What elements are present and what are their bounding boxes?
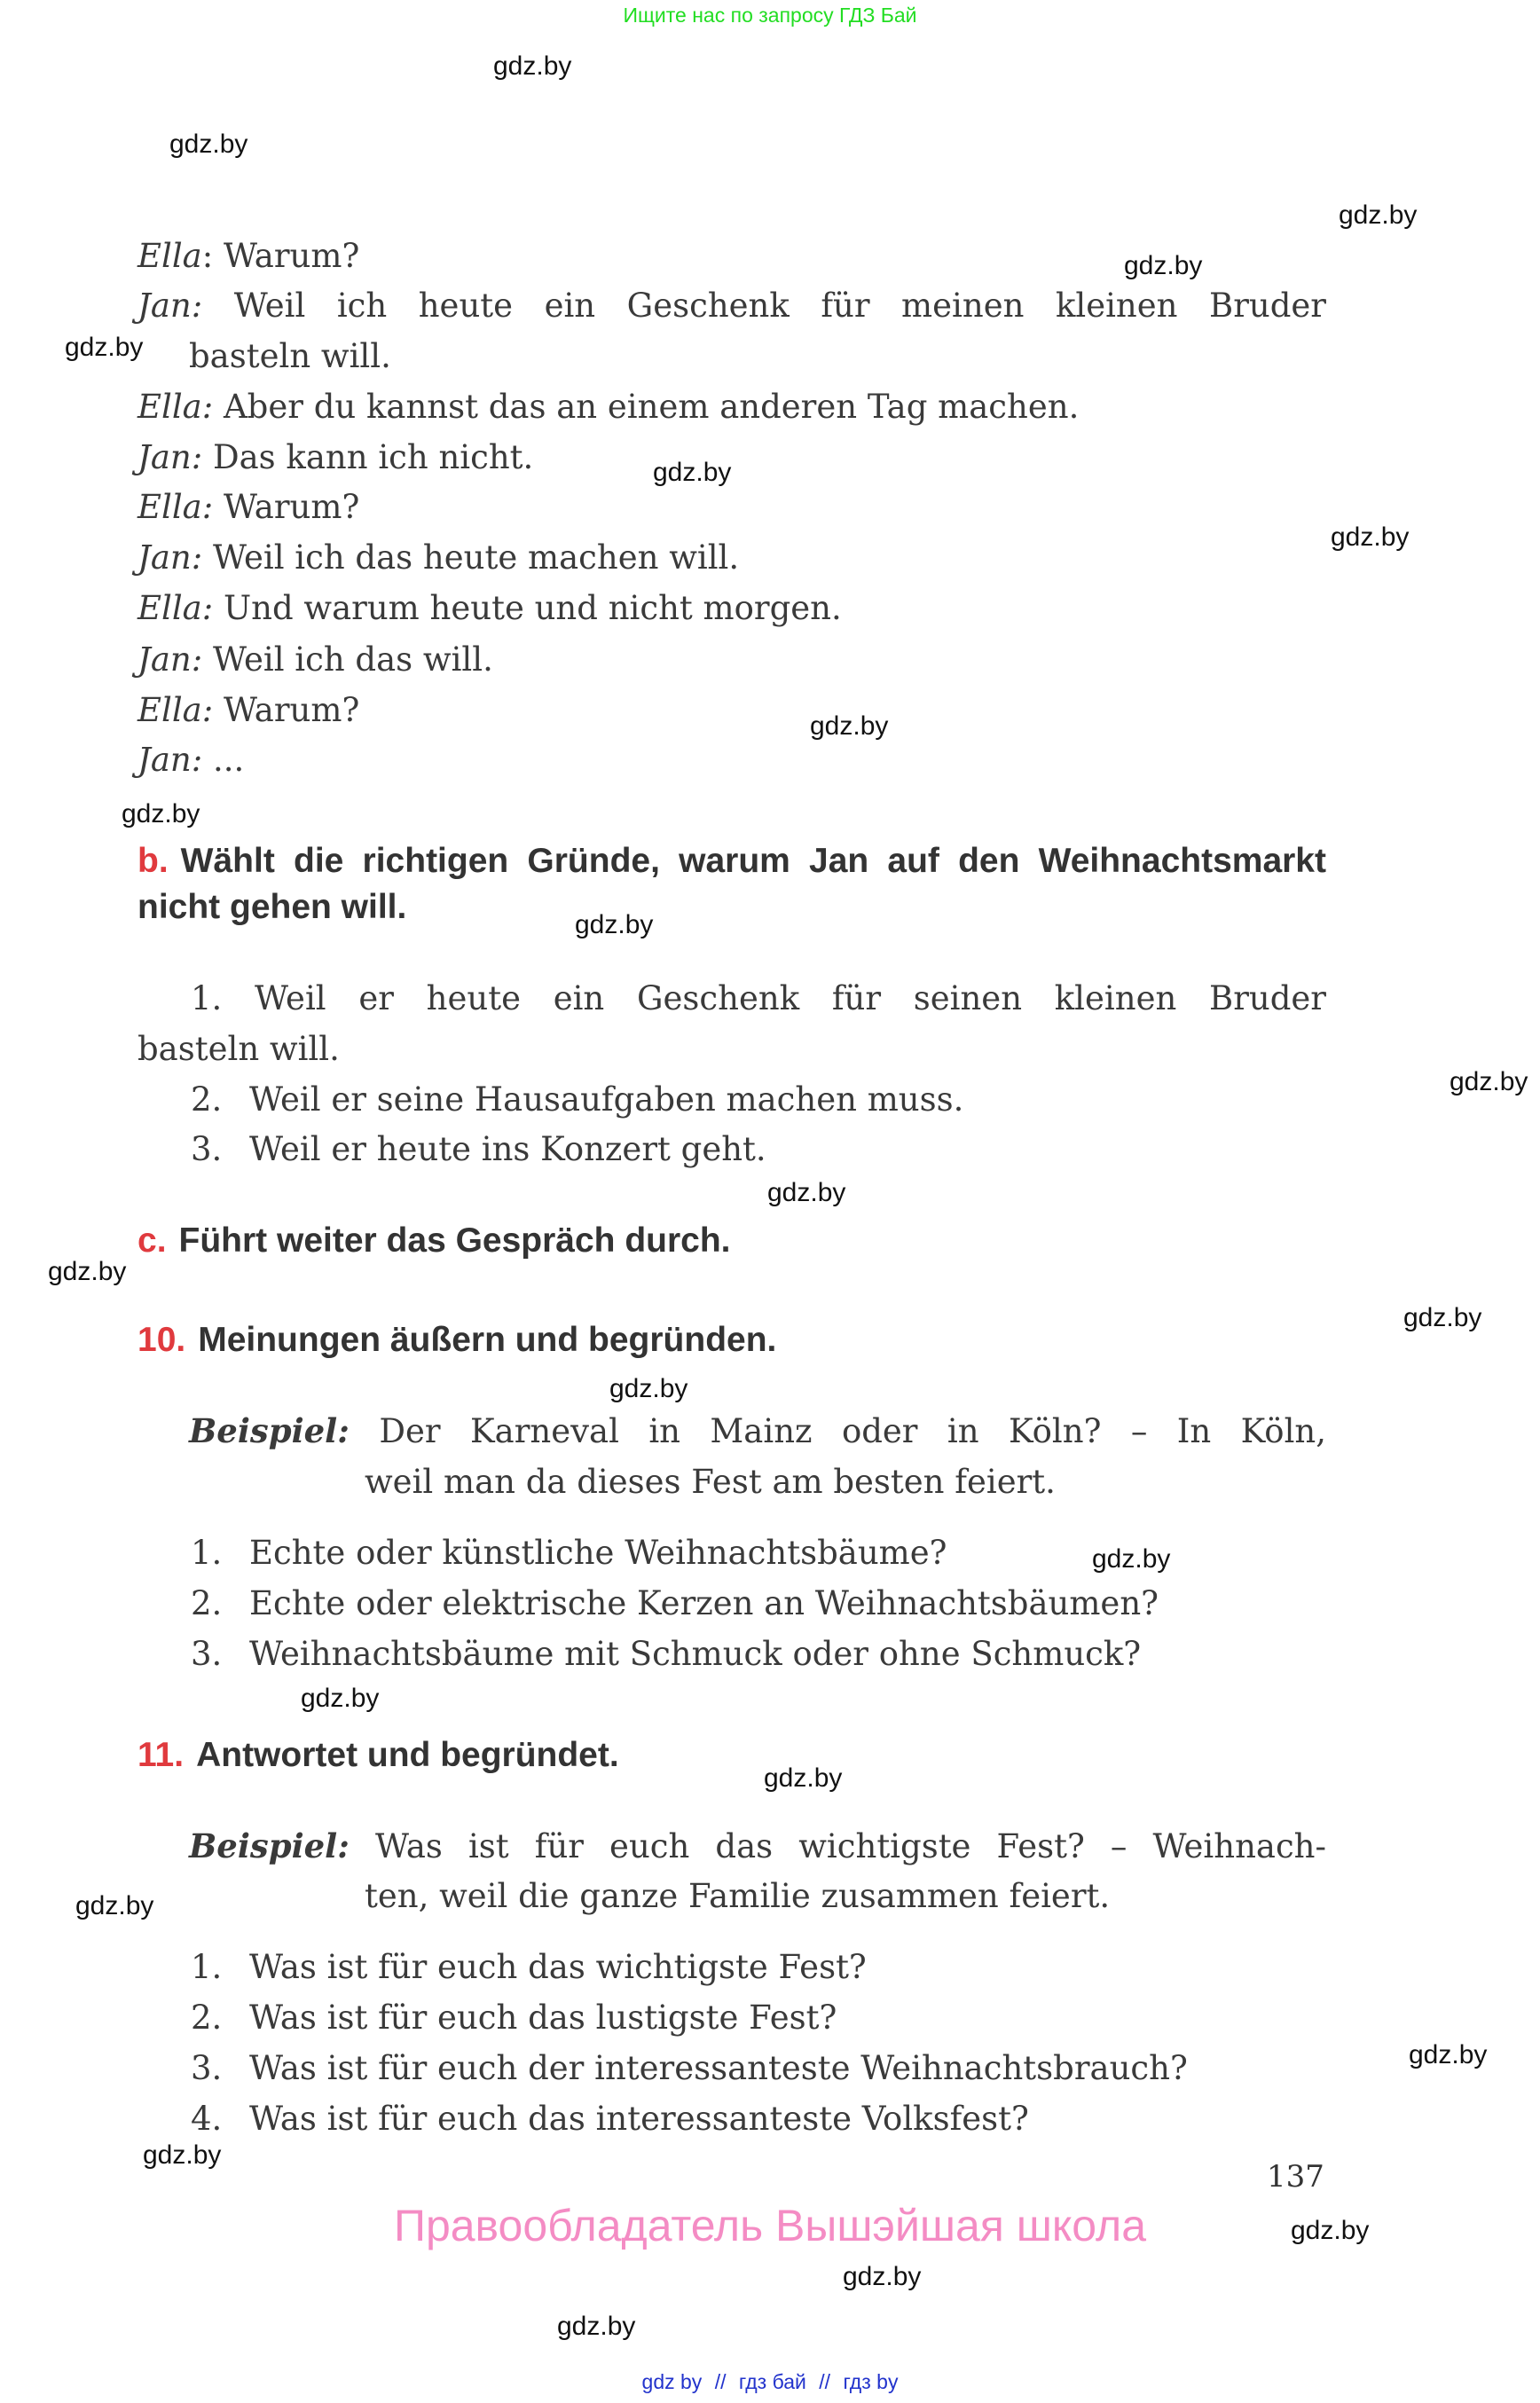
task-b-heading [138, 839, 1326, 883]
item-text: Weil er seine Hausaufgaben machen muss. [249, 1080, 964, 1119]
example-label: Beispiel: [189, 1411, 350, 1450]
watermark: gdz.by [75, 1891, 154, 1920]
line-text: Weil ich das heute machen will. [202, 538, 740, 577]
exercise-number: 11. [138, 1736, 185, 1774]
item-text: Was ist für euch das lustigste Fest? [249, 1999, 837, 2037]
line-text: Weil ich heute ein Geschenk für meinen kleinen Bruder [202, 287, 1326, 325]
speaker: Jan: [138, 741, 203, 779]
dialogue-line [138, 385, 1079, 429]
dialogue-line [138, 284, 1326, 328]
speaker: Jan: [138, 538, 203, 577]
watermark: gdz.by [122, 799, 200, 828]
example-line [189, 1824, 1326, 1869]
list-item [191, 977, 1326, 1021]
example-line [189, 1409, 1326, 1454]
top-banner[interactable]: Ищите нас по запросу ГДЗ Бай [623, 4, 917, 27]
page-number: 137 [1267, 2159, 1324, 2195]
speaker: Ella [138, 237, 202, 275]
list-item [191, 1632, 1141, 1677]
watermark: gdz.by [767, 1178, 846, 1207]
speaker: Ella: [138, 388, 214, 426]
exercise-number: 10. [138, 1321, 186, 1359]
list-item-continuation: basteln will. [138, 1030, 340, 1068]
dialogue-line [138, 536, 739, 580]
watermark: gdz.by [301, 1684, 380, 1713]
item-number: 2. [191, 1080, 223, 1119]
watermark: gdz.by [1124, 251, 1203, 280]
example-line: weil man da dieses Fest am besten feiert. [365, 1463, 1056, 1501]
item-text: Weil er heute ins Konzert geht. [249, 1130, 766, 1168]
list-item [191, 1945, 867, 1990]
watermark: gdz.by [48, 1257, 127, 1286]
item-number: 1. [191, 979, 223, 1017]
list-item [191, 1996, 837, 2040]
footer-link[interactable]: гдз бай [738, 2370, 806, 2393]
line-text: Aber du kannst das an einem anderen Tag machen. [213, 388, 1080, 426]
example-label: Beispiel: [189, 1826, 350, 1865]
item-text: Was ist für euch das interessanteste Volksfest? [249, 2100, 1029, 2138]
example-text: Was ist für euch das wichtigste Fest? – Weihnach- [375, 1827, 1327, 1865]
dialogue-line [138, 688, 359, 733]
copyright-notice: Правообладатель Вышэйшая школа [394, 2201, 1146, 2250]
speaker: Jan: [138, 640, 203, 679]
line-text: Und warum heute und nicht morgen. [213, 589, 842, 627]
task-c-heading [138, 1219, 731, 1263]
task-letter: b. [138, 842, 169, 880]
exercise-title: Meinungen äußern und begründen. [198, 1321, 777, 1359]
task-text: Wählt die richtigen Gründe, warum Jan auf den Weihnachtsmarkt [180, 842, 1326, 880]
list-item [191, 1078, 963, 1122]
line-text: Warum? [213, 691, 360, 729]
task-letter: c. [138, 1221, 167, 1260]
item-number: 4. [191, 2100, 223, 2138]
watermark: gdz.by [764, 1763, 843, 1793]
footer-separator: // [819, 2370, 831, 2393]
line-text: Das kann ich nicht. [202, 438, 534, 476]
exercise-11-heading [138, 1733, 619, 1778]
line-text: ... [202, 741, 245, 779]
list-item [191, 2097, 1029, 2141]
dialogue-line [138, 436, 533, 480]
footer-link[interactable]: гдз by [843, 2370, 899, 2393]
exercise-title: Antwortet und begründet. [196, 1736, 619, 1774]
line-text: Warum? [213, 488, 360, 526]
watermark: gdz.by [1409, 2040, 1488, 2069]
watermark: gdz.by [609, 1374, 688, 1403]
watermark: gdz.by [653, 458, 732, 487]
speaker: Ella: [138, 691, 214, 729]
watermark: gdz.by [169, 130, 248, 159]
watermark: gdz.by [575, 910, 654, 939]
exercise-10-heading [138, 1318, 776, 1362]
watermark: gdz.by [143, 2140, 222, 2170]
item-number: 2. [191, 1999, 223, 2037]
speaker: Ella: [138, 488, 214, 526]
item-text: Echte oder künstliche Weihnachtsbäume? [249, 1534, 947, 1572]
dialogue-line [138, 586, 842, 631]
item-text: Was ist für euch der interessanteste Weihnachtsbrauch? [249, 2049, 1188, 2087]
watermark: gdz.by [493, 51, 572, 81]
item-number: 2. [191, 1584, 223, 1622]
list-item [191, 1531, 947, 1575]
item-text: Was ist für euch das wichtigste Fest? [249, 1948, 867, 1986]
item-text: Weil er heute ein Geschenk für seinen kleinen Bruder [255, 979, 1326, 1017]
watermark: gdz.by [1339, 200, 1418, 230]
watermark: gdz.by [65, 333, 144, 362]
watermark: gdz.by [1331, 522, 1410, 552]
task-text: Führt weiter das Gespräch durch. [178, 1221, 731, 1260]
line-text: Weil ich das will. [202, 640, 493, 679]
watermark: gdz.by [1291, 2216, 1370, 2245]
list-item [191, 1582, 1159, 1626]
watermark: gdz.by [1403, 1303, 1482, 1332]
footer-links [0, 2370, 1540, 2394]
item-number: 3. [191, 1130, 223, 1168]
dialogue-line [138, 738, 244, 782]
speaker: Jan: [138, 438, 203, 476]
example-text: Der Karneval in Mainz oder in Köln? – In Köln, [379, 1412, 1327, 1450]
dialogue-line [138, 485, 359, 530]
separator: : [201, 237, 214, 275]
item-text: Weihnachtsbäume mit Schmuck oder ohne Schmuck? [249, 1635, 1142, 1673]
line-text: Warum? [213, 237, 360, 275]
watermark: gdz.by [1450, 1067, 1528, 1096]
item-number: 3. [191, 1635, 223, 1673]
dialogue-line [138, 638, 493, 682]
footer-link[interactable]: gdz by [641, 2370, 703, 2393]
speaker: Jan: [138, 287, 203, 325]
watermark: gdz.by [810, 711, 889, 741]
example-line: ten, weil die ganze Familie zusammen feiert. [365, 1877, 1111, 1915]
list-item [191, 1127, 766, 1172]
item-number: 3. [191, 2049, 223, 2087]
footer-separator: // [714, 2370, 727, 2393]
item-number: 1. [191, 1948, 223, 1986]
dialogue-continuation: basteln will. [189, 337, 391, 375]
watermark: gdz.by [843, 2262, 922, 2291]
watermark: gdz.by [1092, 1544, 1171, 1574]
speaker: Ella: [138, 589, 214, 627]
dialogue-line [138, 234, 359, 279]
item-number: 1. [191, 1534, 223, 1572]
watermark: gdz.by [557, 2312, 636, 2341]
list-item [191, 2046, 1188, 2091]
item-text: Echte oder elektrische Kerzen an Weihnachtsbäumen? [249, 1584, 1159, 1622]
task-b-heading-line2: nicht gehen will. [138, 888, 407, 926]
